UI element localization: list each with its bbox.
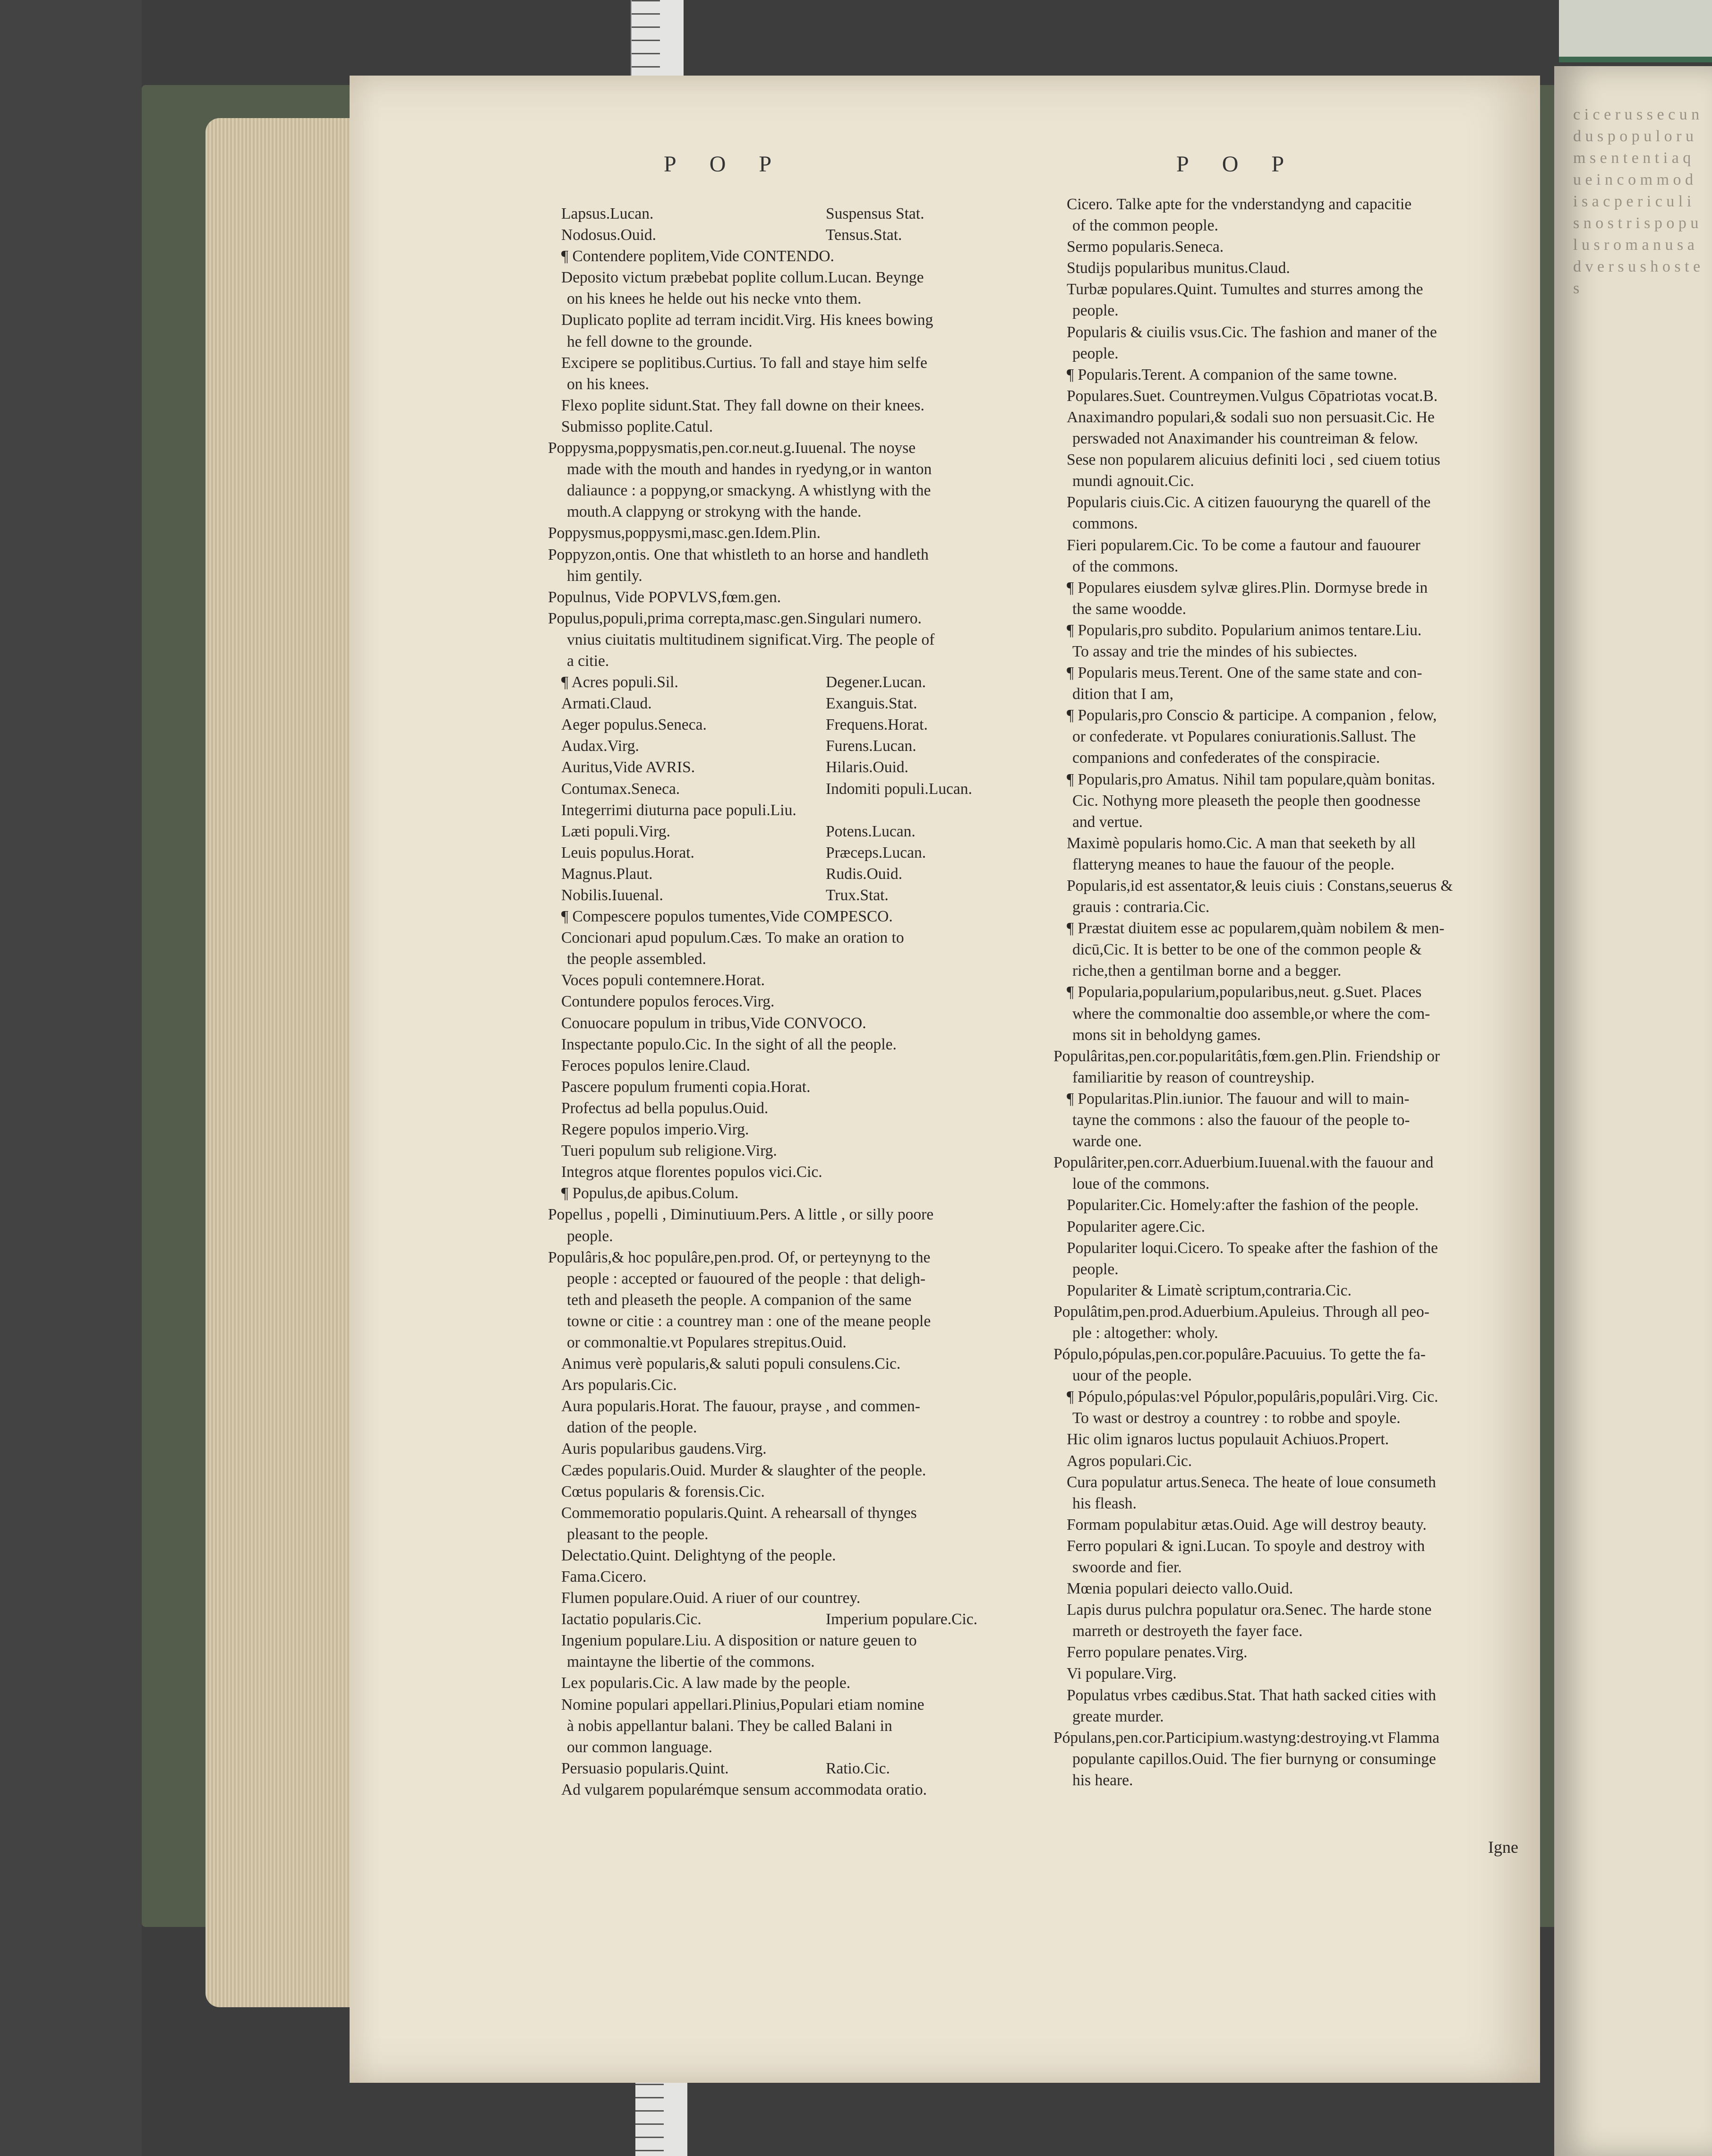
entry-line: Cura populatur artus.Seneca. The heate of loue consumeth bbox=[1067, 1473, 1436, 1491]
entry-line: ¶ Popularis.Terent. A companion of the same towne. bbox=[1067, 366, 1397, 383]
continuation-line: greate murder. bbox=[1072, 1707, 1164, 1725]
headword-line: Populâris,& hoc populâre,pen.prod. Of, or perteynyng to the bbox=[548, 1248, 931, 1266]
continuation-line: him gentily. bbox=[567, 567, 642, 585]
entry-line: Populariter.Cic. Homely:after the fashion of the people. bbox=[1067, 1196, 1419, 1214]
entry-pair-a: Lapsus.Lucan. bbox=[561, 205, 654, 222]
continuation-line: or confederate. vt Populares coniurationis.Sallust. The bbox=[1072, 728, 1416, 746]
headword-line: Poppyzon,ontis. One that whistleth to an horse and handleth bbox=[548, 545, 929, 563]
entry-line: ¶ Contendere poplitem,Vide CONTENDO. bbox=[561, 247, 834, 265]
entry-pair bbox=[548, 821, 1035, 842]
entry-line: Concionari apud populum.Cæs. To make an oration to bbox=[561, 929, 904, 947]
entry-line: ¶ Compescere populos tumentes,Vide COMPESCO. bbox=[561, 908, 893, 926]
entry-pair bbox=[548, 203, 1035, 224]
entry-line: Delectatio.Quint. Delightyng of the people. bbox=[561, 1546, 836, 1564]
entry-pair-b: Frequens.Horat. bbox=[826, 716, 928, 734]
entry-line: Duplicato poplite ad terram incidit.Virg. His knees bowing bbox=[561, 311, 933, 329]
continuation-line: where the commonaltie doo assemble,or where the com- bbox=[1072, 1005, 1430, 1023]
entry-line: Lapis durus pulchra populatur ora.Senec. The harde stone bbox=[1067, 1601, 1432, 1619]
entry-line: Agros populari.Cic. bbox=[1067, 1452, 1192, 1470]
entry-pair bbox=[548, 1758, 1035, 1779]
entry-pair bbox=[548, 757, 1035, 778]
entry-line: Populariter loqui.Cicero. To speake after the fashion of the bbox=[1067, 1239, 1438, 1257]
headword-line: Pópulo,pópulas,pen.cor.populâre.Pacuuius. To gette the fa- bbox=[1053, 1346, 1426, 1363]
continuation-line: companions and confederates of the conspiracie. bbox=[1072, 749, 1380, 767]
entry-pair-b: Hilaris.Ouid. bbox=[826, 758, 908, 776]
continuation-line: the same woodde. bbox=[1072, 600, 1186, 618]
entry-line: ¶ Popularis,pro subdito. Popularium animos tentare.Liu. bbox=[1067, 621, 1422, 639]
headword-line: Poppysmus,poppysmi,masc.gen.Idem.Plin. bbox=[548, 524, 821, 542]
cloth-strip bbox=[1559, 0, 1712, 62]
continuation-line: To wast or destroy a countrey : to robbe and spoyle. bbox=[1072, 1409, 1401, 1427]
continuation-line: riche,then a gentilman borne and a begger. bbox=[1072, 962, 1342, 980]
entry-line: ¶ Populares eiusdem sylvæ glires.Plin. Dormyse brede in bbox=[1067, 579, 1428, 597]
entry-pair-a: Armati.Claud. bbox=[561, 695, 652, 713]
entry-line: ¶ Præstat diuitem esse ac popularem,quàm nobilem & men- bbox=[1067, 920, 1445, 937]
entry-line: Fieri popularem.Cic. To be come a fautour and fauourer bbox=[1067, 536, 1421, 554]
entry-line: Sese non popularem alicuius definiti loci , sed ciuem totius bbox=[1067, 451, 1440, 469]
entry-line: Cœtus popularis & forensis.Cic. bbox=[561, 1483, 765, 1500]
entry-line: Excipere se poplitibus.Curtius. To fall and staye him selfe bbox=[561, 354, 927, 372]
entry-pair bbox=[548, 714, 1035, 735]
entry-pair bbox=[548, 224, 1035, 246]
continuation-line: made with the mouth and handes in ryedyng,or in wanton bbox=[567, 460, 932, 478]
entry-line: ¶ Populus,de apibus.Colum. bbox=[561, 1185, 739, 1202]
entry-pair bbox=[548, 1609, 1035, 1630]
headword-line: Populus,populi,prima correpta,masc.gen.Singulari numero. bbox=[548, 609, 922, 627]
entry-line: Ad vulgarem popularémque sensum accommodata oratio. bbox=[561, 1781, 927, 1798]
entry-pair-a: ¶ Acres populi.Sil. bbox=[561, 673, 678, 691]
headword-line: Populâtim,pen.prod.Aduerbium.Apuleius. Through all peo- bbox=[1053, 1303, 1430, 1321]
headword-line: Populâritas,pen.cor.popularitâtis,fœm.gen.Plin. Friendship or bbox=[1053, 1047, 1440, 1065]
entry-line: Cicero. Talke apte for the vnderstandyng and capacitie bbox=[1067, 196, 1412, 213]
running-head-left: POP bbox=[664, 152, 805, 177]
entry-line: Submisso poplite.Catul. bbox=[561, 418, 713, 435]
continuation-line: loue of the commons. bbox=[1072, 1175, 1210, 1193]
entry-line: Ferro populare penates.Virg. bbox=[1067, 1644, 1248, 1662]
continuation-line: mons sit in beholdyng games. bbox=[1072, 1026, 1261, 1044]
entry-line: Flumen populare.Ouid. A riuer of our countrey. bbox=[561, 1589, 861, 1607]
entry-line: Voces populi contemnere.Horat. bbox=[561, 971, 765, 989]
continuation-line: à nobis appellantur balani. They be called Balani in bbox=[567, 1717, 892, 1735]
entry-line: Flexo poplite sidunt.Stat. They fall downe on their knees. bbox=[561, 396, 924, 414]
ruler-top bbox=[631, 0, 684, 85]
entry-line: Tueri populum sub religione.Virg. bbox=[561, 1142, 777, 1160]
entry-line: Conuocare populum in tribus,Vide CONVOCO. bbox=[561, 1014, 866, 1032]
entry-line: Populares.Suet. Countreymen.Vulgus Cōpatriotas vocat.B. bbox=[1067, 387, 1438, 405]
entry-line: Populariter & Limatè scriptum,contraria.Cic. bbox=[1067, 1281, 1352, 1299]
headword-line: Populâriter,pen.corr.Aduerbium.Iuuenal.with the fauour and bbox=[1053, 1154, 1434, 1172]
continuation-line: mundi agnouit.Cic. bbox=[1072, 472, 1194, 490]
continuation-line: flatteryng meanes to haue the fauour of the people. bbox=[1072, 855, 1395, 873]
continuation-line: uour of the people. bbox=[1072, 1367, 1192, 1385]
entry-line: Ingenium populare.Liu. A disposition or nature geuen to bbox=[561, 1632, 917, 1650]
continuation-line: towne or citie : a countrey man : one of the meane people bbox=[567, 1312, 931, 1330]
continuation-line: the people assembled. bbox=[567, 950, 706, 968]
continuation-line: people : accepted or fauoured of the people : that deligh- bbox=[567, 1270, 926, 1287]
entry-line: Formam populabitur ætas.Ouid. Age will destroy beauty. bbox=[1067, 1516, 1427, 1534]
facing-page bbox=[1554, 66, 1712, 2156]
entry-line: Integerrimi diuturna pace populi.Liu. bbox=[561, 801, 796, 819]
entry-line: Ferro populari & igni.Lucan. To spoyle and destroy with bbox=[1067, 1537, 1425, 1555]
continuation-line: people. bbox=[1072, 344, 1119, 362]
entry-line: Vi populare.Virg. bbox=[1067, 1665, 1177, 1683]
headword-line: Populnus, Vide POPVLVS,fœm.gen. bbox=[548, 588, 781, 606]
entry-pair-a: Magnus.Plaut. bbox=[561, 865, 653, 883]
continuation-line: Cic. Nothyng more pleaseth the people then goodnesse bbox=[1072, 792, 1421, 810]
entry-line: Nomine populari appellari.Plinius,Populari etiam nomine bbox=[561, 1696, 924, 1713]
entry-line: Fama.Cicero. bbox=[561, 1568, 647, 1585]
entry-pair bbox=[548, 693, 1035, 714]
continuation-line: and vertue. bbox=[1072, 813, 1143, 831]
continuation-line: daliaunce : a poppyng,or smackyng. A whistlyng with the bbox=[567, 482, 931, 500]
entry-pair bbox=[548, 842, 1035, 863]
continuation-line: To assay and trie the mindes of his subiectes. bbox=[1072, 642, 1358, 660]
continuation-line: people. bbox=[1072, 1260, 1119, 1278]
entry-pair-a: Aeger populus.Seneca. bbox=[561, 716, 707, 734]
entry-pair-a: Iactatio popularis.Cic. bbox=[561, 1611, 702, 1628]
entry-pair-b: Præceps.Lucan. bbox=[826, 844, 926, 861]
entry-line: Turbæ populares.Quint. Tumultes and sturres among the bbox=[1067, 281, 1423, 298]
entry-pair-a: Contumax.Seneca. bbox=[561, 780, 680, 798]
entry-line: Cædes popularis.Ouid. Murder & slaughter of the people. bbox=[561, 1461, 926, 1479]
continuation-line: of the commons. bbox=[1072, 557, 1179, 575]
entry-line: Pascere populum frumenti copia.Horat. bbox=[561, 1078, 811, 1096]
entry-line: ¶ Popularis,pro Conscio & participe. A companion , felow, bbox=[1067, 707, 1437, 724]
continuation-line: people. bbox=[567, 1227, 613, 1245]
continuation-line: perswaded not Anaximander his countreiman & felow. bbox=[1072, 430, 1418, 448]
entry-pair-a: Leuis populus.Horat. bbox=[561, 844, 694, 861]
entry-pair-a: Auritus,Vide AVRIS. bbox=[561, 758, 695, 776]
continuation-line: vnius ciuitatis multitudinem significat.Virg. The people of bbox=[567, 631, 935, 648]
entry-pair-a: Nodosus.Ouid. bbox=[561, 226, 657, 244]
facing-page-text: c i c e r u s s e c u n d u s p o p u l o r u m s e n t e n t i a q u e i n c o m m o d i s a c p e r i c u l i s n o s t r i s p o p u l u s r o m a n u s a d v e r s u s h o s t e s bbox=[1573, 106, 1701, 297]
entry-pair-a: Audax.Virg. bbox=[561, 737, 639, 755]
continuation-line: pleasant to the people. bbox=[567, 1525, 709, 1543]
entry-pair-b: Rudis.Ouid. bbox=[826, 865, 902, 883]
continuation-line: grauis : contraria.Cic. bbox=[1072, 898, 1210, 916]
entry-pair bbox=[548, 863, 1035, 885]
entry-line: ¶ Popularis,pro Amatus. Nihil tam populare,quàm bonitas. bbox=[1067, 770, 1436, 788]
entry-line: ¶ Popularitas.Plin.iunior. The fauour and will to main- bbox=[1067, 1090, 1410, 1108]
entry-line: Sermo popularis.Seneca. bbox=[1067, 238, 1224, 256]
continuation-line: tayne the commons : also the fauour of the people to- bbox=[1072, 1111, 1410, 1129]
entry-line: Popularis & ciuilis vsus.Cic. The fashion and maner of the bbox=[1067, 323, 1437, 341]
continuation-line: he fell downe to the grounde. bbox=[567, 332, 753, 350]
entry-line: Contundere populos feroces.Virg. bbox=[561, 993, 775, 1011]
continuation-line: warde one. bbox=[1072, 1133, 1142, 1150]
headword-line: Popellus , popelli , Diminutiuum.Pers. A little , or silly poore bbox=[548, 1206, 934, 1224]
continuation-line: on his knees. bbox=[567, 375, 649, 393]
entry-line: Popularis ciuis.Cic. A citizen fauouryng the quarell of the bbox=[1067, 494, 1431, 511]
catchword: Igne bbox=[1488, 1838, 1518, 1857]
continuation-line: dation of the people. bbox=[567, 1419, 697, 1437]
entry-pair-a: Nobilis.Iuuenal. bbox=[561, 886, 663, 904]
continuation-line: commons. bbox=[1072, 515, 1138, 533]
continuation-line: maintayne the libertie of the commons. bbox=[567, 1653, 815, 1671]
entry-line: Regere populos imperio.Virg. bbox=[561, 1121, 749, 1139]
entry-line: Hic olim ignaros luctus populauit Achiuos.Propert. bbox=[1067, 1431, 1389, 1449]
entry-pair bbox=[548, 735, 1035, 757]
headword-line: Poppysma,poppysmatis,pen.cor.neut.g.Iuuenal. The noyse bbox=[548, 439, 916, 457]
continuation-line: people. bbox=[1072, 302, 1119, 320]
continuation-line: on his knees he helde out his necke vnto them. bbox=[567, 290, 862, 308]
continuation-line: familiaritie by reason of countreyship. bbox=[1072, 1068, 1315, 1086]
continuation-line: swoorde and fier. bbox=[1072, 1559, 1182, 1576]
continuation-line: or commonaltie.vt Populares strepitus.Ouid. bbox=[567, 1333, 847, 1351]
entry-pair-b: Furens.Lucan. bbox=[826, 737, 916, 755]
continuation-line: dicū,Cic. It is better to be one of the common people & bbox=[1072, 941, 1422, 959]
continuation-line: of the common people. bbox=[1072, 217, 1218, 235]
entry-pair-b: Degener.Lucan. bbox=[826, 673, 926, 691]
page-edge bbox=[205, 118, 361, 2007]
entry-line: Commemoratio popularis.Quint. A rehearsall of thynges bbox=[561, 1504, 917, 1522]
continuation-line: populante capillos.Ouid. The fier burnyng or consuminge bbox=[1072, 1750, 1436, 1768]
entry-line: Ars popularis.Cic. bbox=[561, 1376, 677, 1394]
entry-line: Auris popularibus gaudens.Virg. bbox=[561, 1440, 767, 1458]
entry-line: Populariter agere.Cic. bbox=[1067, 1218, 1206, 1236]
headword-line: Pópulans,pen.cor.Participium.wastyng:destroying.vt Flamma bbox=[1053, 1729, 1439, 1747]
entry-pair bbox=[548, 885, 1035, 906]
entry-pair bbox=[548, 672, 1035, 693]
left-column bbox=[548, 203, 1035, 1800]
entry-line: ¶ Popularis meus.Terent. One of the same state and con- bbox=[1067, 664, 1422, 682]
continuation-line: mouth.A clappyng or strokyng with the hande. bbox=[567, 503, 862, 521]
entry-pair-b: Potens.Lucan. bbox=[826, 822, 916, 840]
entry-line: ¶ Popularia,popularium,popularibus,neut. g.Suet. Places bbox=[1067, 983, 1422, 1001]
entry-line: Feroces populos lenire.Claud. bbox=[561, 1057, 751, 1074]
entry-line: Popularis,id est assentator,& leuis ciuis : Constans,seuerus & bbox=[1067, 877, 1453, 895]
entry-pair-a: Læti populi.Virg. bbox=[561, 822, 670, 840]
entry-line: Mœnia populari deiecto vallo.Ouid. bbox=[1067, 1580, 1293, 1598]
entry-line: Studijs popularibus munitus.Claud. bbox=[1067, 259, 1290, 277]
continuation-line: a citie. bbox=[567, 652, 609, 670]
right-column bbox=[1053, 194, 1540, 1791]
continuation-line: teth and pleaseth the people. A companion of the same bbox=[567, 1291, 912, 1309]
running-head-right: POP bbox=[1176, 152, 1318, 177]
entry-pair bbox=[548, 778, 1035, 800]
continuation-line: marreth or destroyeth the fayer face. bbox=[1072, 1622, 1303, 1640]
entry-pair-b: Indomiti populi.Lucan. bbox=[826, 780, 972, 798]
entry-pair-b: Exanguis.Stat. bbox=[826, 695, 917, 713]
entry-pair-b: Trux.Stat. bbox=[826, 886, 889, 904]
entry-line: ¶ Pópulo,pópulas:vel Pópulor,populâris,populâri.Virg. Cic. bbox=[1067, 1388, 1438, 1406]
entry-pair-a: Persuasio popularis.Quint. bbox=[561, 1759, 729, 1777]
continuation-line: dition that I am, bbox=[1072, 685, 1173, 703]
entry-pair-b: Suspensus Stat. bbox=[826, 205, 924, 222]
continuation-line: his heare. bbox=[1072, 1771, 1133, 1789]
continuation-line: ple : altogether: wholy. bbox=[1072, 1324, 1218, 1342]
entry-line: Deposito victum præbebat poplite collum.Lucan. Beynge bbox=[561, 269, 924, 287]
entry-line: Populatus vrbes cædibus.Stat. That hath sacked cities with bbox=[1067, 1686, 1436, 1704]
entry-line: Inspectante populo.Cic. In the sight of all the people. bbox=[561, 1035, 897, 1053]
entry-line: Anaximandro populari,& sodali suo non persuasit.Cic. He bbox=[1067, 408, 1435, 426]
entry-line: Aura popularis.Horat. The fauour, prayse , and commen- bbox=[561, 1398, 920, 1415]
entry-line: Lex popularis.Cic. A law made by the people. bbox=[561, 1674, 851, 1692]
entry-pair-b: Tensus.Stat. bbox=[826, 226, 902, 244]
entry-line: Profectus ad bella populus.Ouid. bbox=[561, 1099, 769, 1117]
entry-line: Maximè popularis homo.Cic. A man that seeketh by all bbox=[1067, 834, 1416, 852]
entry-line: Animus verè popularis,& saluti populi consulens.Cic. bbox=[561, 1355, 901, 1373]
entry-line: Integros atque florentes populos vici.Cic. bbox=[561, 1163, 822, 1181]
continuation-line: his fleash. bbox=[1072, 1494, 1137, 1512]
background-left bbox=[0, 0, 142, 2156]
entry-pair-b: Ratio.Cic. bbox=[826, 1759, 890, 1777]
continuation-line: our common language. bbox=[567, 1738, 712, 1756]
entry-pair-b: Imperium populare.Cic. bbox=[826, 1611, 977, 1628]
